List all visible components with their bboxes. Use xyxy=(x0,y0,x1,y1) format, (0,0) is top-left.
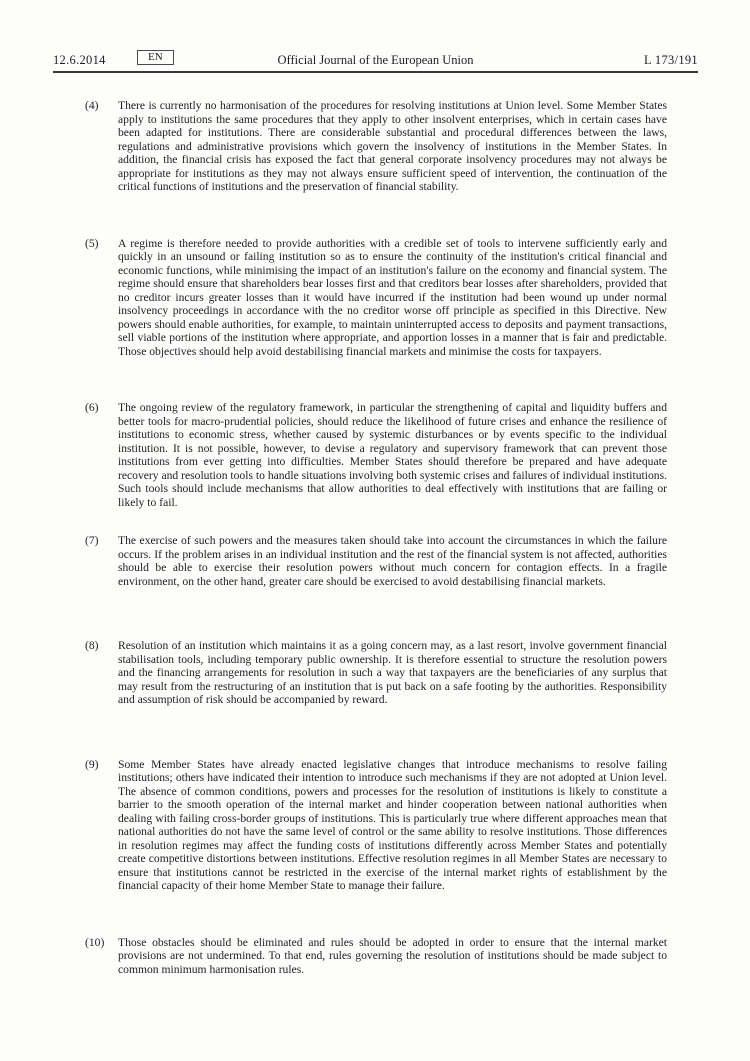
recital-text: Those obstacles should be eliminated and rules should be adopted in order to ensure that the internal market provisions are not undermined. To that end, rules governing the resolution of institutions should be made subject to common minimum harmonisation rules. xyxy=(118,935,667,976)
recital-9 xyxy=(85,757,667,893)
recital-text: The exercise of such powers and the measures taken should take into account the circumstances in which the failure occurs. If the problem arises in an individual institution and the rest of the financial system is not affected, authorities should be able to exercise their resolution powers without much concern for contagion effects. In a fragile environment, on the other hand, greater care should be exercised to avoid destabilising financial markets. xyxy=(118,534,667,588)
page-header xyxy=(53,50,698,73)
recital-8 xyxy=(85,639,667,707)
recital-number: (6) xyxy=(85,401,99,414)
recital-5 xyxy=(85,236,667,359)
publication-date: 12.6.2014 xyxy=(53,53,106,67)
page-number: L 173/191 xyxy=(644,53,698,67)
recital-10 xyxy=(85,935,667,977)
language-badge: EN xyxy=(137,50,174,65)
recital-number: (8) xyxy=(85,639,99,652)
recital-4 xyxy=(85,99,667,194)
recital-number: (4) xyxy=(85,99,99,112)
recital-7 xyxy=(85,534,667,588)
recital-text: A regime is therefore needed to provide authorities with a credible set of tools to intervene sufficiently early and quickly in an unsound or failing institution so as to ensure the continuity of the institution's critical financial and economic functions, while minimising the impact of an institution's failure on the economy and financial system. The regime should ensure that shareholders bear losses first and that creditors bear losses after shareholders, provided that no creditor incurs greater losses than it would have incurred if the institution had been wound up under normal insolvency proceedings in accordance with the no creditor worse off principle as specified in this Directive. New powers should enable authorities, for example, to maintain uninterrupted access to deposits and payment transactions, sell viable portions of the institution where appropriate, and apportion losses in a manner that is fair and predictable. Those objectives should help avoid destabilising financial markets and minimise the costs for taxpayers. xyxy=(118,236,667,358)
recital-text: Some Member States have already enacted legislative changes that introduce mechanisms to resolve failing institutions; others have indicated their intention to introduce such mechanisms if they are not adopted at Union level. The absence of common conditions, powers and processes for the resolution of institutions is likely to constitute a barrier to the smooth operation of the internal market and hinder cooperation between national authorities when dealing with failing cross-border groups of institutions. This is particularly true where different approaches mean that national authorities do not have the same level of control or the same ability to resolve institutions. Those differences in resolution regimes may affect the funding costs of institutions differently across Member States and potentially create competitive distortions between institutions. Effective resolution regimes in all Member States are necessary to ensure that institutions cannot be restricted in the exercise of the internal market rights of establishment by the financial capacity of their home Member State to manage their failure. xyxy=(118,757,667,892)
recital-text: Resolution of an institution which maintains it as a going concern may, as a last resort, involve government financial stabilisation tools, including temporary public ownership. It is therefore essential to structure the resolution powers and the financing arrangements for resolution in such a way that taxpayers are the beneficiaries of any surplus that may result from the restructuring of an institution that is put back on a safe footing by the authorities. Responsibility and assumption of risk should be accompanied by reward. xyxy=(118,639,667,706)
recital-list xyxy=(85,99,667,1019)
recital-number: (7) xyxy=(85,534,99,547)
journal-title: Official Journal of the European Union xyxy=(277,53,474,67)
recital-number: (10) xyxy=(85,935,105,949)
recital-number: (5) xyxy=(85,236,99,250)
recital-text: The ongoing review of the regulatory framework, in particular the strengthening of capital and liquidity buffers and better tools for macro-prudential policies, should reduce the likelihood of future crises and enhance the resilience of institutions to economic stress, whether caused by systemic disturbances or by events specific to the individual institution. It is not possible, however, to devise a regulatory and supervisory framework that can prevent those institutions from ever getting into difficulties. Member States should therefore be prepared and have adequate recovery and resolution tools to handle situations involving both systemic crises and failures of individual institutions. Such tools should include mechanisms that allow authorities to deal effectively with institutions that are failing or likely to fail. xyxy=(118,401,667,509)
recital-number: (9) xyxy=(85,757,99,771)
recital-6 xyxy=(85,401,667,509)
recital-text: There is currently no harmonisation of the procedures for resolving institutions at Union level. Some Member States apply to institutions the same procedures that they apply to other insolvent enterprises, which in certain cases have been adapted for institutions. There are considerable substantial and procedural differences between the laws, regulations and administrative provisions which govern the insolvency of institutions in the Member States. In addition, the financial crisis has exposed the fact that general corporate insolvency procedures may not always be appropriate for institutions as they may not always ensure sufficient speed of intervention, the continuation of the critical functions of institutions and the preservation of financial stability. xyxy=(118,99,667,193)
